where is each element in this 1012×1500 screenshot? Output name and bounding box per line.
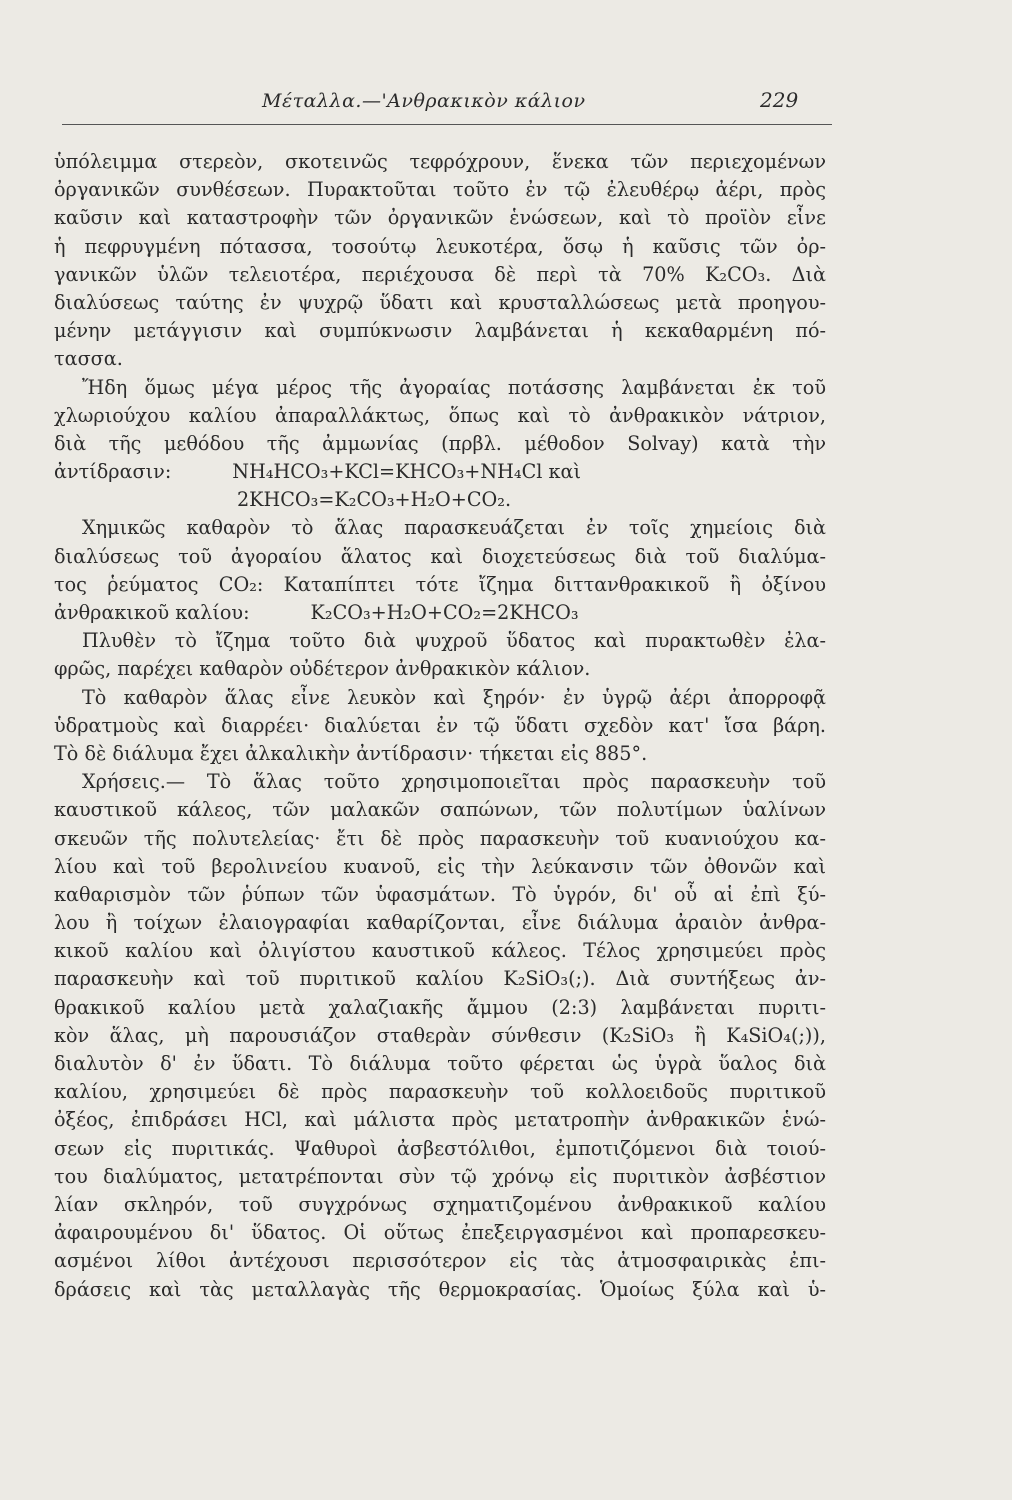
text-line: λου ἢ τοίχων ἐλαιογραφίαι καθαρίζονται, εἶνε διάλυμα ἀραιὸν ἀνθρα- bbox=[54, 911, 826, 935]
text-line: κὸν ἅλας, μὴ παρουσιάζον σταθερὰν σύνθεσιν (K₂SiO₃ ἢ K₄SiO₄(;)), bbox=[54, 1023, 826, 1047]
text-line: παρασκευὴν καὶ τοῦ πυριτικοῦ καλίου K₂SiO₃(;). Διὰ συντήξεως ἀν- bbox=[54, 967, 826, 991]
text-line: καλίου, χρησιμεύει δὲ πρὸς παρασκευὴν τοῦ κολλοειδοῦς πυριτικοῦ bbox=[54, 1080, 826, 1104]
formula-line: 2KHCO₃=K₂CO₃+H₂O+CO₂. bbox=[54, 488, 512, 512]
text-line: ἀφαιρουμένου δι' ὕδατος. Οἱ οὕτως ἐπεξειργασμένοι καὶ προπαρεσκευ- bbox=[54, 1221, 826, 1245]
text-line: κικοῦ καλίου καὶ ὀλιγίστου καυστικοῦ κάλεος. Τέλος χρησιμεύει πρὸς bbox=[54, 939, 826, 963]
text-line: λίου καὶ τοῦ βερολινείου κυανοῦ, εἰς τὴν λεύκανσιν τῶν ὀθονῶν καὶ bbox=[54, 854, 826, 878]
text-line: ὑπόλειμμα στερεὸν, σκοτεινῶς τεφρόχρουν, ἕνεκα τῶν περιεχομένων bbox=[54, 150, 826, 173]
text-line: Τὸ δὲ διάλυμα ἔχει ἀλκαλικὴν ἀντίδρασιν· τήκεται εἰς 885°. bbox=[54, 741, 648, 765]
text-line: ασμένοι λίθοι ἀντέχουσι περισσότερον εἰς τὰς ἀτμοσφαιρικὰς ἐπι- bbox=[54, 1249, 826, 1273]
text-line: τος ῥεύματος CO₂: Καταπίπτει τότε ἴζημα διττανθρακικοῦ ἢ ὀξίνου bbox=[54, 572, 826, 596]
header-rule bbox=[62, 124, 832, 125]
text-line: Χημικῶς καθαρὸν τὸ ἅλας παρασκευάζεται ἐν τοῖς χημείοις διὰ bbox=[82, 516, 826, 540]
text-line: λίαν σκληρόν, τοῦ συγχρόνως σχηματιζομένου ἀνθρακικοῦ καλίου bbox=[54, 1192, 826, 1216]
text-line: μένην μετάγγισιν καὶ συμπύκνωσιν λαμβάνεται ἡ κεκαθαρμένη πό- bbox=[54, 319, 826, 343]
section-line: Χρήσεις.— Τὸ ἅλας τοῦτο χρησιμοποιεῖται πρὸς παρασκευὴν τοῦ bbox=[82, 770, 826, 794]
text-line: ἡ πεφρυγμένη πότασσα, τοσούτῳ λευκοτέρα, ὅσῳ ἡ καῦσις τῶν ὀρ- bbox=[54, 234, 826, 258]
text-line: διαλύσεως τοῦ ἀγοραίου ἅλατος καὶ διοχετεύσεως διὰ τοῦ διαλύμα- bbox=[54, 544, 826, 568]
text-line: δράσεις καὶ τὰς μεταλλαγὰς τῆς θερμοκρασίας. Ὁμοίως ξύλα καὶ ὑ- bbox=[54, 1277, 826, 1301]
text-line: διαλύσεως ταύτης ἐν ψυχρῷ ὕδατι καὶ κρυσταλλώσεως μετὰ προηγου- bbox=[54, 290, 826, 314]
body-text bbox=[54, 148, 826, 1304]
text-line: καθαρισμὸν τῶν ῥύπων τῶν ὑφασμάτων. Τὸ ὑγρόν, δι' οὗ αἱ ἐπὶ ξύ- bbox=[54, 882, 826, 906]
text-line: χλωριούχου καλίου ἀπαραλλάκτως, ὅπως καὶ τὸ ἀνθρακικὸν νάτριον, bbox=[54, 403, 826, 427]
text-line: Ἤδη ὅμως μέγα μέρος τῆς ἀγοραίας ποτάσσης λαμβάνεται ἐκ τοῦ bbox=[82, 375, 826, 399]
formula-line: ἀντίδρασιν: NH₄HCO₃+KCl=KHCO₃+NH₄Cl καὶ bbox=[54, 460, 581, 484]
text-line: γανικῶν ὑλῶν τελειοτέρα, περιέχουσα δὲ περὶ τὰ 70% K₂CO₃. Διὰ bbox=[54, 262, 826, 286]
text-line: Πλυθὲν τὸ ἴζημα τοῦτο διὰ ψυχροῦ ὕδατος καὶ πυρακτωθὲν ἐλα- bbox=[82, 629, 826, 653]
text-line: ὑδρατμοὺς καὶ διαρρέει· διαλύεται ἐν τῷ ὕδατι σχεδὸν κατ' ἴσα βάρη. bbox=[54, 713, 826, 737]
text-line: ὀργανικῶν συνθέσεων. Πυρακτοῦται τοῦτο ἐν τῷ ἐλευθέρῳ ἀέρι, πρὸς bbox=[54, 178, 826, 202]
text-line: του διαλύματος, μετατρέπονται σὺν τῷ χρόνῳ εἰς πυριτικὸν ἀσβέστιον bbox=[54, 1164, 826, 1188]
running-title: Μέταλλα.—'Ανθρακικὸν κάλιον bbox=[262, 90, 586, 112]
text-line: διαλυτὸν δ' ἐν ὕδατι. Τὸ διάλυμα τοῦτο φέρεται ὡς ὑγρὰ ὕαλος διὰ bbox=[54, 1052, 826, 1075]
page-header bbox=[0, 80, 1012, 120]
text-line: καυστικοῦ κάλεος, τῶν μαλακῶν σαπώνων, τῶν πολυτίμων ὑαλίνων bbox=[54, 798, 826, 822]
text-line: τασσα. bbox=[54, 347, 123, 371]
formula-line: ἀνθρακικοῦ καλίου: K₂CO₃+H₂O+CO₂=2KHCO₃ bbox=[54, 601, 579, 624]
text-line: θρακικοῦ καλίου μετὰ χαλαζιακῆς ἄμμου (2:3) λαμβάνεται πυριτι- bbox=[54, 995, 826, 1019]
text-line: Τὸ καθαρὸν ἅλας εἶνε λευκὸν καὶ ξηρόν· ἐν ὑγρῷ ἀέρι ἀπορροφᾷ bbox=[82, 685, 826, 709]
text-line: καῦσιν καὶ καταστροφὴν τῶν ὀργανικῶν ἑνώσεων, καὶ τὸ προϊὸν εἶνε bbox=[54, 206, 826, 230]
text-line: σεων εἰς πυριτικάς. Ψαθυροὶ ἀσβεστόλιθοι, ἐμποτιζόμενοι διὰ τοιού- bbox=[54, 1136, 826, 1160]
text-line: σκευῶν τῆς πολυτελείας· ἔτι δὲ πρὸς παρασκευὴν τοῦ κυανιούχου κα- bbox=[54, 826, 826, 850]
text-line: ὀξέος, ἐπιδράσει HCl, καὶ μάλιστα πρὸς μετατροπὴν ἀνθρακικῶν ἑνώ- bbox=[54, 1108, 826, 1132]
text-line: φρῶς, παρέχει καθαρὸν οὐδέτερον ἀνθρακικὸν κάλιον. bbox=[54, 657, 591, 681]
page-number: 229 bbox=[760, 88, 799, 112]
text-line: διὰ τῆς μεθόδου τῆς ἀμμωνίας (πρβλ. μέθοδον Solvay) κατὰ τὴν bbox=[54, 431, 826, 455]
